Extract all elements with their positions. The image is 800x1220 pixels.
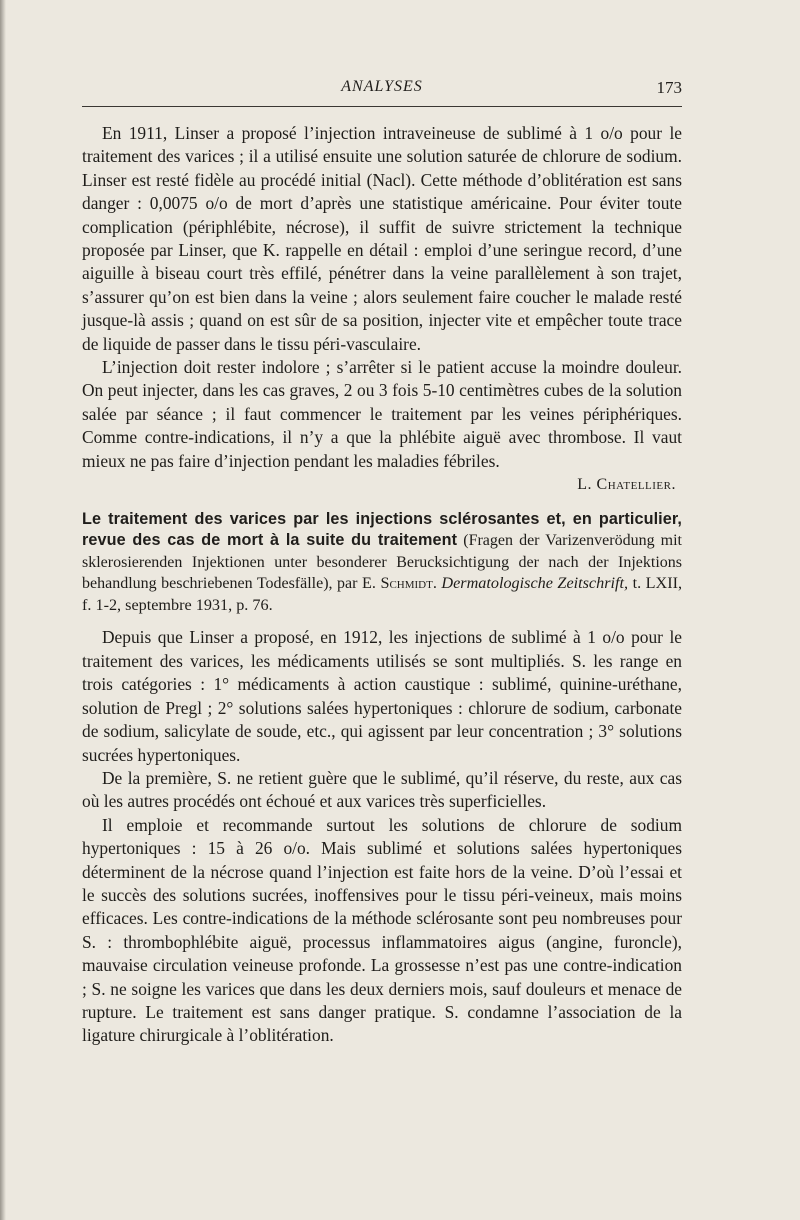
page-edge-shadow	[0, 0, 6, 1220]
signature	[82, 473, 682, 496]
spacer	[82, 616, 682, 626]
paragraph-5: Il emploie et recommande surtout les solutions de chlorure de sodium hypertoniques : 15 à 26 o/o. Mais sublimé et solutions salées hypertoniques déterminent de la nécrose quand l’injection est faite hors de la veine. D’où l’essai et le succès des solutions sucrées, inoffensives pour le tissu péri-veineux, mais moins efficaces. Les contre-indications de la méthode sclérosante sont peu nombreuses pour S. : thrombophlébite aiguë, processus inflammatoires aigus (angine, furoncle), mauvaise circulation veineuse profonde. La grossesse n’est pas une contre-indication ; S. ne soigne les varices que dans les deux derniers mois, sauf douleurs et menace de rupture. Le traitement est sans danger pratique. S. condamne l’association de la ligature chirurgicale à l’oblitération.	[82, 814, 682, 1046]
paragraph-4: De la première, S. ne retient guère que le sublimé, qu’il réserve, du reste, aux cas où les autres procédés ont échoué et aux varices très superficielles.	[82, 767, 682, 812]
article-subtitle: (Fragen der Varizenverödung mit sklerosierenden Injektionen unter besonderer Berucksichtigung der nach der Injektions behandlung beschriebenen Todesfälle), par	[82, 532, 683, 593]
paragraph-2: L’injection doit rester indolore ; s’arrêter si le patient accuse la moindre douleur. On peut injecter, dans les cas graves, 2 ou 3 fois 5-10 centimètres cubes de la solution salée par séance ; il faut commencer le traitement par les veines périphériques. Comme contre-indications, il n’y a que la phlébite aiguë avec thrombose. Il vaut mieux ne pas faire d’injection pendant les maladies fébriles.	[82, 357, 682, 471]
paragraph-3: Depuis que Linser a proposé, en 1912, les injections de sublimé à 1 o/o pour le traitement des varices, les médicaments utilisés se sont multipliés. S. les range en trois catégories : 1° médicaments à action caustique : sublimé, quinine-uréthane, solution de Pregl ; 2° solutions salées hypertoniques : chlorure de sodium, carbonate de sodium, salicylate de soude, etc., qui agissent par leur concentration ; 3° solutions sucrées hypertoniques.	[82, 627, 682, 765]
paragraph-1: En 1911, Linser a proposé l’injection intraveineuse de sublimé à 1 o/o pour le traitement des varices ; il a utilisé ensuite une solution saturée de chlorure de sodium. Linser est resté fidèle au procédé initial (Nacl). Cette méthode d’oblitération est sans danger : 0,0075 o/o de mort d’après une statistique américaine. Pour éviter toute complication (périphlébite, nécrose), il suffit de suivre strictement la technique proposée par Linser, que K. rappelle en détail : emploi d’une seringue record, d’une aiguille à biseau court très effilé, pénétrer dans la veine parallèlement à son trajet, s’assurer qu’on est bien dans la veine ; alors seulement faire coucher le malade resté jusque-là assis ; quand on est sûr de sa position, injecter vite et empêcher toute trace de liquide de passer dans le tissu péri-vasculaire.	[82, 123, 682, 354]
running-title: ANALYSES	[341, 78, 423, 95]
page-number: 173	[656, 78, 682, 97]
article-author: E. Schmidt.	[361, 574, 437, 593]
article-heading	[82, 509, 682, 617]
signature-text: L. Chatellier.	[577, 476, 676, 494]
article-title: Le traitement des varices par les injections sclérosantes et, en particulier, revue des cas de mort à la suite du traitement	[82, 509, 682, 550]
citation: t. LXII, f. 1-2, septembre 1931, p. 76.	[82, 574, 683, 614]
header-rule	[82, 106, 682, 107]
page-body	[82, 122, 682, 1048]
journal-name: Dermatologische Zeitschrift,	[441, 574, 629, 593]
page-header	[82, 78, 682, 100]
